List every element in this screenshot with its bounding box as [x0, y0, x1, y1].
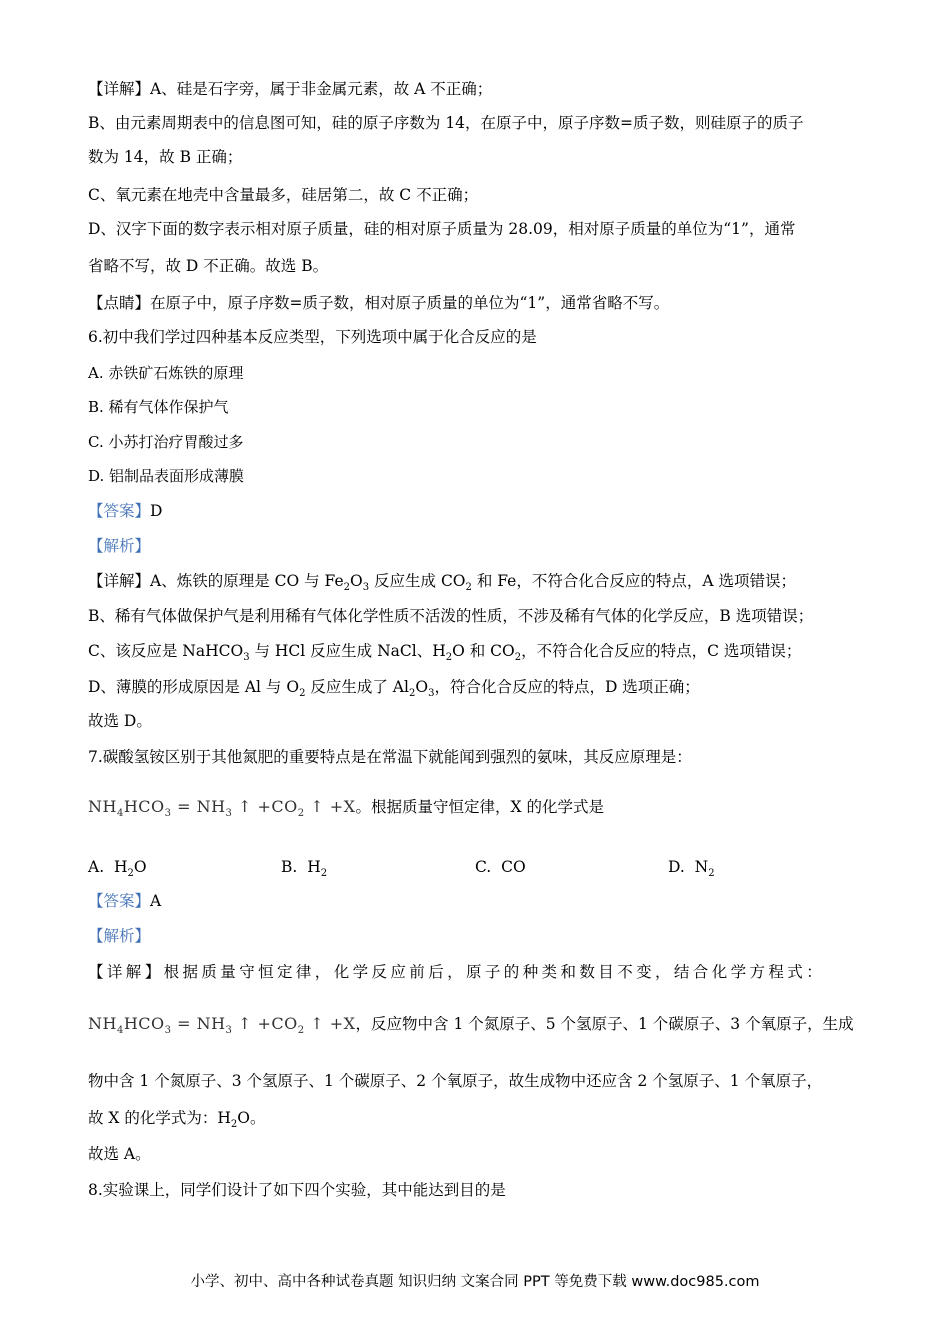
answer-value: A [150, 892, 162, 910]
page-footer: 小学、初中、高中各种试卷真题 知识归纳 文案合同 PPT 等免费下载 www.doc985.com [190, 1274, 760, 1290]
q5-detail-d-cont: 省略不写，故 D 不正确。故选 B。 [88, 257, 329, 275]
q5-note: 【点睛】在原子中，原子序数=质子数，相对原子质量的单位为“1”，通常省略不写。 [88, 294, 670, 312]
q6-detail-d: D、薄膜的形成原因是 Al 与 $O_2$ 反应生成了 $Al_2O_3$，符合化合反应的特点，D 选项正确； [88, 678, 700, 700]
q6-conclusion: 故选 D。 [88, 712, 152, 730]
q6-option-d: D. 铝制品表面形成薄膜 [88, 467, 245, 485]
q6-detail-c: C、该反应是 NaHCO$_3$ 与 HCl 反应生成 NaCl、$H_2O$ 和 $CO_2$，不符合化合反应的特点，C 选项错误； [88, 642, 802, 664]
q5-detail-d: D、汉字下面的数字表示相对原子质量，硅的相对原子质量为 28.09，相对原子质量的单位为“1”，通常 [88, 220, 796, 238]
chemical-equation: $NH_4HCO_3 = NH_3$ ↑ $+CO_2$ ↑ +X [88, 797, 356, 819]
q7-equation-line: $NH_4HCO_3 = NH_3$ ↑ $+CO_2$ ↑ +X。根据质量守恒定律，X 的化学式是 [88, 797, 604, 819]
q7-detail-4: 故 X 的化学式为：$H_2O$。 [88, 1109, 266, 1131]
q7-conclusion: 故选 A。 [88, 1145, 151, 1163]
q6-detail-a: 【详解】A、炼铁的原理是 CO 与 $Fe_2O_3$ 反应生成 $CO_2$ 和 Fe，不符合化合反应的特点，A 选项错误； [88, 572, 796, 594]
q5-detail-c: C、氧元素在地壳中含量最多，硅居第二，故 C 不正确； [88, 186, 479, 204]
q7-option-a: A. $H_2O$ [88, 858, 147, 880]
chemical-equation: $NH_4HCO_3 = NH_3$ ↑ $+CO_2$ ↑ +X [88, 1014, 356, 1036]
q6-answer [88, 500, 862, 522]
q5-detail-b-cont: 数为 14，故 B 正确； [88, 148, 243, 166]
q7-option-b: B. $H_2$ [281, 858, 328, 880]
q7-option-c: C. CO [475, 858, 526, 876]
answer-tag: 【答案】 [88, 502, 151, 520]
q6-option-a: A. 赤铁矿石炼铁的原理 [88, 364, 244, 382]
q8-question: 8.实验课上，同学们设计了如下四个实验，其中能达到目的是 [88, 1181, 506, 1199]
q7-analysis-tag: 【解析】 [88, 927, 151, 945]
q6-analysis-tag: 【解析】 [88, 537, 151, 555]
q7-option-d: D. $N_2$ [668, 858, 715, 880]
q7-answer [88, 890, 862, 912]
q6-question: 6.初中我们学过四种基本反应类型，下列选项中属于化合反应的是 [88, 328, 537, 346]
q6-detail-b: B、稀有气体做保护气是利用稀有气体化学性质不活泼的性质，不涉及稀有气体的化学反应，B 选项错误； [88, 607, 814, 625]
q7-question: 7.碳酸氢铵区别于其他氮肥的重要特点是在常温下就能闻到强烈的氨味，其反应原理是： [88, 748, 692, 766]
q5-detail-a: 【详解】A、硅是石字旁，属于非金属元素，故 A 不正确； [88, 80, 493, 98]
answer-value: D [150, 502, 163, 520]
q6-option-c: C. 小苏打治疗胃酸过多 [88, 433, 244, 451]
answer-tag: 【答案】 [88, 892, 151, 910]
q7-detail-1: 【详解】根据质量守恒定律，化学反应前后，原子的种类和数目不变，结合化学方程式： [88, 963, 826, 981]
q5-detail-b: B、由元素周期表中的信息图可知，硅的原子序数为 14，在原子中，原子序数=质子数，则硅原子的质子 [88, 114, 804, 132]
q7-detail-2: $NH_4HCO_3 = NH_3$ ↑ $+CO_2$ ↑ +X，反应物中含 1 个氮原子、5 个氢原子、1 个碳原子、3 个氧原子，生成 [88, 1014, 854, 1036]
q7-detail-3: 物中含 1 个氮原子、3 个氢原子、1 个碳原子、2 个氧原子，故生成物中还应含 2 个氢原子、1 个氧原子， [88, 1072, 823, 1090]
q6-option-b: B. 稀有气体作保护气 [88, 398, 229, 416]
